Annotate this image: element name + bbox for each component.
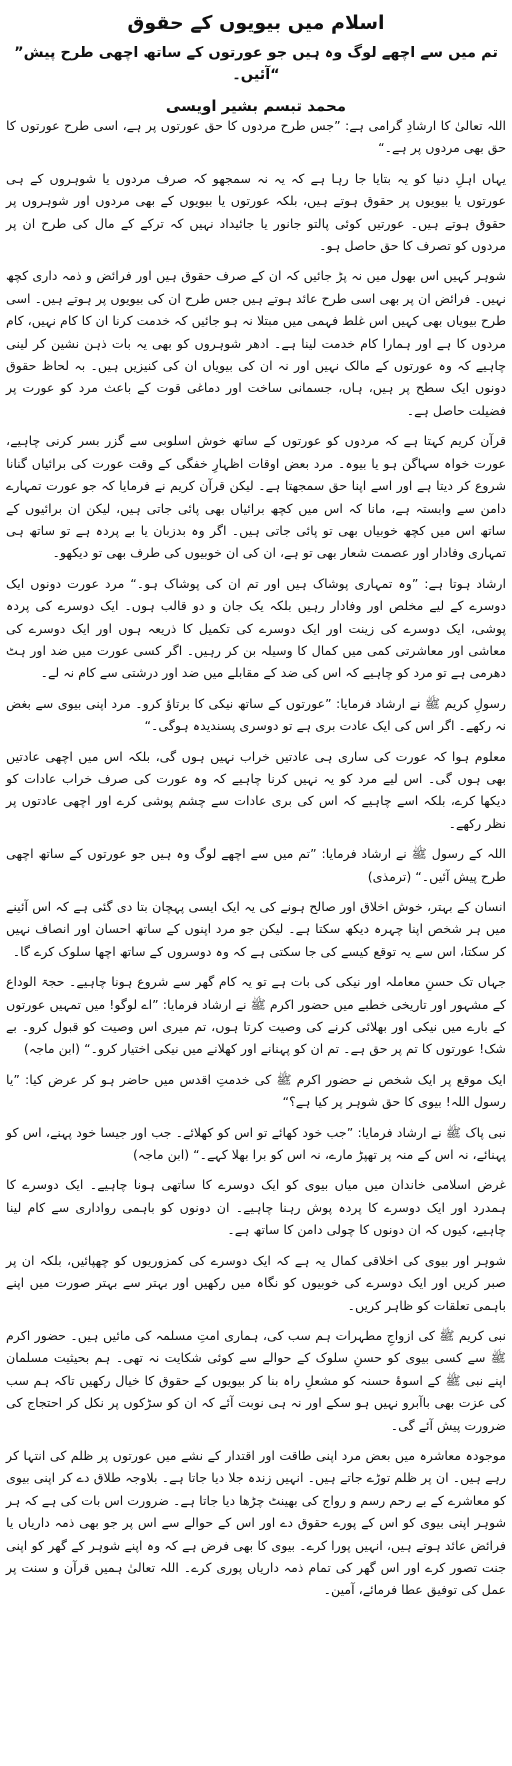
paragraph: یہاں اہلِ دنیا کو یہ بتایا جا رہا ہے کہ یہ نہ سمجھو کہ صرف مردوں یا شوہروں کے ہی عورتوں یا بیویوں پر حقوق ہوتے ہیں، بلکہ عورتوں یا بیویوں کے بھی مردوں اور شوہروں پر حقوق ہوتے ہیں۔ عورتیں کوئی پالتو جانور یا جائیداد نہیں کہ ترکے کے مال کی طرح ان پر مردوں کو تصرف کا حق حاصل ہو۔ (6, 170, 506, 254)
paragraph: اللہ کے رسول ﷺ نے ارشاد فرمایا: ”تم میں سے اچھے لوگ وہ ہیں جو عورتوں کے ساتھ اچھی طرح پیش آئیں۔“ (ترمذی) (6, 846, 506, 884)
paragraph: شوہر کہیں اس بھول میں نہ پڑ جائیں کہ ان کے صرف حقوق ہیں اور فرائض و ذمہ داری کچھ نہیں۔ فرائض ان پر بھی اسی طرح عائد ہوتے ہیں جس طرح ان کی بیویوں پر ہوتے ہیں۔ اسی طرح بیویاں بھی کہیں اس غلط فہمی میں مبتلا نہ ہو جائیں کہ خدمت کرنا ان کا کام نہیں، کام مردوں کا ہے اور ہمارا کام خدمت لینا ہے۔ ادھر شوہروں کو بھی یہ بات ذہن نشین کر لینی چاہیے کہ وہ عورتوں کے مالک نہیں اور نہ ان کی بیویاں ان کی کنیزیں ہیں۔ بہ لحاظ حقوق دونوں ایک سطح پر ہیں، ہاں، جسمانی ساخت اور دماغی قوت کے باعث مرد کو عورت پر فضیلت حاصل ہے۔ (6, 268, 506, 418)
paragraph: ارشاد ہوتا ہے: ”وہ تمہاری پوشاک ہیں اور تم ان کی پوشاک ہو۔“ مرد عورت دونوں ایک دوسرے کے لیے مخلص اور وفادار رہیں بلکہ یک جان و دو قالب ہوں۔ ایک دوسرے کی پردہ پوشی، ایک دوسرے کی زینت اور ایک دوسرے کی تکمیل کا ذریعہ ہوں اور ایک دوسرے کی معاشی اور معاشرتی کمی میں کمال کا وسیلہ بن کر رہیں۔ اگر کسی عورت میں ضد اور ہٹ دھرمی ہے تو مرد کو چاہیے کہ اس کی ضد کے مقابلے میں ضد اور درشتی سے کام نہ لے۔ (6, 575, 506, 681)
paragraph: نبی کریم ﷺ کی ازواجِ مطہرات ہم سب کی، ہماری امتِ مسلمہ کی مائیں ہیں۔ حضور اکرم ﷺ سے کسی بیوی کو حسنِ سلوک کے حوالے سے کوئی شکایت نہ تھی۔ ہم بحیثیت مسلمان اپنے نبی ﷺ کے اسوۂ حسنہ کو مشعلِ راہ بنا کر بیویوں کے حقوق کا خیال رکھیں تاکہ ہم سب کی عزت بھی باآبرو نہیں ہو سکے اور نہ ہی نوبت آئے کہ ان کو سڑکوں پر نکل کر احتجاج کی ضرورت پیش آئے گی۔ (6, 1327, 506, 1433)
paragraph: نبی پاک ﷺ نے ارشاد فرمایا: ”جب خود کھائے تو اس کو کھلائے۔ جب اور جیسا خود پہنے، اس کو پہنائے، نہ اس کے منہ پر تھپڑ مارے، نہ اس کو برا بھلا کہے۔“ (ابن ماجہ) (6, 1124, 506, 1163)
article-subtitle-quote: ”تم میں سے اچھے لوگ وہ ہیں جو عورتوں کے ساتھ اچھی طرح پیش آئیں۔“ (14, 45, 498, 83)
paragraph: انسان کے بہتر، خوش اخلاق اور صالح ہونے کی یہ ایک ایسی پہچان بتا دی گئی ہے کہ اس آئینے میں ہر شخص اپنا چہرہ دیکھ سکتا ہے۔ لیکن جو مرد اپنوں کے ساتھ احسان اور انصاف نہیں کر سکتا، اس سے یہ توقع کیسے کی جا سکتی ہے کہ وہ دوسروں کے ساتھ اچھا سلوک کرے گا۔ (6, 899, 506, 959)
paragraph: قرآن کریم کہتا ہے کہ مردوں کو عورتوں کے ساتھ خوش اسلوبی سے گزر بسر کرنی چاہیے، عورت خواہ سہاگن ہو یا بیوہ۔ مرد بعض اوقات اظہارِ خفگی کے وقت عورت کی برائیاں گنانا شروع کر دیتا ہے اور اسے اپنا حق سمجھتا ہے۔ لیکن قرآن کریم نے فرمایا کہ جو عورت تمہارے دامن سے وابستہ ہے، مانا کہ اس میں کچھ برائیاں بھی پائی جاتی ہیں، لیکن ان برائیوں کے ساتھ اس میں کچھ خوبیاں بھی تو پائی جاتی ہیں۔ اگر وہ بدزبان یا بے پردہ ہے تو ساتھ ہی تمہاری وفادار اور عصمت شعار بھی تو ہے، ان کی ان خوبیوں کی طرف بھی تو دیکھو۔ (6, 433, 506, 561)
article-author: محمد تبسم بشیر اویسی (165, 97, 347, 115)
paragraph: رسولِ کریم ﷺ نے ارشاد فرمایا: ”عورتوں کے ساتھ نیکی کا برتاؤ کرو۔ مرد اپنی بیوی سے بغض نہ رکھے۔ اگر اس کی ایک عادت بری ہے تو دوسری پسندیدہ ہوگی۔“ (6, 695, 506, 734)
article-header (0, 0, 512, 118)
paragraph: جہاں تک حسنِ معاملہ اور نیکی کی بات ہے تو یہ کام گھر سے شروع ہونا چاہیے۔ حجۃ الوداع کے مشہور اور تاریخی خطبے میں حضور اکرم ﷺ نے ارشاد فرمایا: ”اے لوگو! میں تمہیں عورتوں کے بارے میں نیکی اور بھلائی کرنے کی وصیت کرتا ہوں، تم میری اس وصیت کو قبول کرو۔ بے شک! عورتوں کا تم پر حق ہے۔ تم ان کو پہنانے اور کھلانے میں نیکی اختیار کرو۔“ (ابن ماجہ) (6, 974, 506, 1057)
article-body (6, 115, 506, 1606)
paragraph: شوہر اور بیوی کی اخلاقی کمال یہ ہے کہ ایک دوسرے کی کمزوریوں کو چھپائیں، بلکہ ان پر صبر کریں اور ایک دوسرے کی خوبیوں کو نگاہ میں رکھیں اور بہتر سے بہتر صورت میں اپنے باہمی تعلقات کو ظاہر کریں۔ (6, 1252, 506, 1313)
paragraph: غرض اسلامی خاندان میں میاں بیوی کو ایک دوسرے کا ساتھی ہونا چاہیے۔ ایک دوسرے کا ہمدرد اور ایک دوسرے کا پردہ پوش رہنا چاہیے۔ ان دونوں کو باہمی رواداری سے کام لینا چاہیے، کیوں کہ ان دونوں کا چولی دامن کا ساتھ ہے۔ (6, 1177, 506, 1238)
paragraph: موجودہ معاشرہ میں بعض مرد اپنی طاقت اور اقتدار کے نشے میں عورتوں پر ظلم کی انتہا کر رہے ہیں۔ ان پر ظلم توڑے جاتے ہیں۔ انہیں زندہ جلا دیا جاتا ہے۔ بلاوجہ طلاق دے کر اپنی بیوی کو معاشرے کے بے رحم رسم و رواج کی بھینٹ چڑھا دیا جاتا ہے۔ ضرورت اس بات کی ہے کہ ہر شوہر اپنی بیوی کو اس کے پورے حقوق دے اور اس کے حوالے سے اس پر جو بھی ذمہ داریاں یا فرائض عائد ہوتے ہیں، انہیں پورا کرے۔ بیوی کا بھی فرض ہے کہ وہ اپنے شوہر کے گھر کو اپنی جنت تصور کرے اور اس گھر کی تمام ذمہ داریاں پوری کرے۔ اللہ تعالیٰ ہمیں قرآن و سنت پر عمل کی توفیق عطا فرمائے، آمین۔ (6, 1447, 506, 1598)
paragraph: ایک موقع پر ایک شخص نے حضور اکرم ﷺ کی خدمتِ اقدس میں حاضر ہو کر عرض کیا: ”یا رسول اللہ! بیوی کا حق شوہر پر کیا ہے؟“ (6, 1071, 506, 1110)
article-title: اسلام میں بیویوں کے حقوق (127, 12, 385, 34)
paragraph: معلوم ہوا کہ عورت کی ساری ہی عادتیں خراب نہیں ہوں گی، بلکہ اس میں اچھی عادتیں بھی ہوں گی۔ اس لیے مرد کو یہ نہیں کرنا چاہیے کہ وہ عورت کی صرف خراب عادات کو دیکھا کرے، بلکہ اسے چاہیے کہ اس کی بری عادات سے چشم پوشی کرے اور اچھی عادتوں پر نظر رکھے۔ (6, 748, 506, 831)
paragraph: اللہ تعالیٰ کا ارشادِ گرامی ہے: ”جس طرح مردوں کا حق عورتوں پر ہے، اسی طرح عورتوں کا حق بھی مردوں پر ہے۔“ (6, 118, 506, 156)
